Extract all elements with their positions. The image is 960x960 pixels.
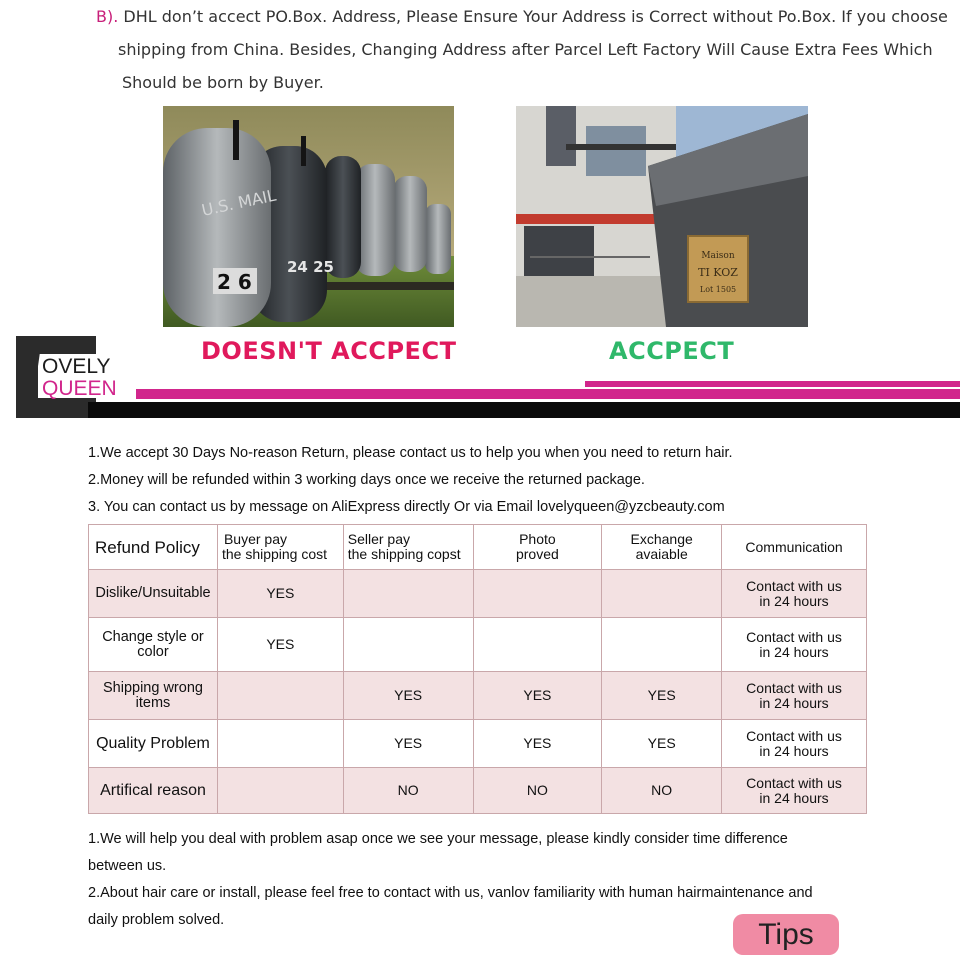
plaque-line-2: TI KOZ xyxy=(698,266,738,279)
address-notice-line-1: B). DHL don’t accect PO.Box. Address, Please Ensure Your Address is Correct without Po.Box. If you choose xyxy=(96,7,948,26)
table-row xyxy=(89,618,867,672)
header-seller-pay: Seller pay the shipping copst xyxy=(343,525,473,570)
cell-seller xyxy=(343,570,473,618)
cell-seller: NO xyxy=(343,768,473,814)
address-notice-line-3: Should be born by Buyer. xyxy=(122,73,324,92)
cell-communication: Contact with us in 24 hours xyxy=(722,618,867,672)
cell-seller: YES xyxy=(343,672,473,720)
row-reason: Shipping wrong items xyxy=(89,672,218,720)
po-box-photo xyxy=(163,106,454,327)
cell-buyer: YES xyxy=(217,570,343,618)
cell-buyer: YES xyxy=(217,618,343,672)
cell-buyer xyxy=(217,720,343,768)
cell-exchange xyxy=(602,618,722,672)
cell-photo: YES xyxy=(473,672,602,720)
refund-policy-table xyxy=(88,524,867,814)
row-reason: Artifical reason xyxy=(89,768,218,814)
cell-exchange: NO xyxy=(602,768,722,814)
row-reason: Quality Problem xyxy=(89,720,218,768)
table-row xyxy=(89,768,867,814)
note-line-2: between us. xyxy=(88,858,167,874)
cell-photo xyxy=(473,570,602,618)
cell-seller: YES xyxy=(343,720,473,768)
header-exchange-available: Exchange avaiable xyxy=(602,525,722,570)
cell-exchange: YES xyxy=(602,672,722,720)
note-line-3: 2.About hair care or install, please feel free to contact with us, vanlov familiarity with human hairmaintenance and xyxy=(88,885,813,901)
table-row xyxy=(89,672,867,720)
intro-item-2: 2.Money will be refunded within 3 working days once we receive the returned package. xyxy=(88,472,645,488)
mailbox-lettering: U.S. MAIL xyxy=(199,185,278,220)
row-reason: Change style or color xyxy=(89,618,218,672)
intro-item-3: 3. You can contact us by message on AliExpress directly Or via Email lovelyqueen@yzcbeauty.com xyxy=(88,499,725,515)
plaque-line-3: Lot 1505 xyxy=(699,285,737,294)
divider-pink xyxy=(136,389,960,399)
mailbox-number-1: 2 6 xyxy=(217,270,252,294)
mailbox-number-2: 24 25 xyxy=(287,258,334,276)
cell-photo: NO xyxy=(473,768,602,814)
cell-communication: Contact with us in 24 hours xyxy=(722,570,867,618)
row-reason: Dislike/Unsuitable xyxy=(89,570,218,618)
doesnt-accept-caption: DOESN'T ACCPECT xyxy=(201,337,457,365)
return-policy-intro xyxy=(88,440,888,521)
address-notice xyxy=(96,0,948,99)
cell-exchange: YES xyxy=(602,720,722,768)
accept-caption: ACCPECT xyxy=(609,337,735,365)
cell-photo: YES xyxy=(473,720,602,768)
header-photo-proved: Photo proved xyxy=(473,525,602,570)
cell-buyer xyxy=(217,768,343,814)
intro-item-1: 1.We accept 30 Days No-reason Return, please contact us to help you when you need to return hair. xyxy=(88,445,733,461)
header-refund-policy: Refund Policy xyxy=(89,525,218,570)
cell-photo xyxy=(473,618,602,672)
table-header-row xyxy=(89,525,867,570)
tips-button[interactable]: Tips xyxy=(733,914,839,955)
logo-text-ovely: OVELY xyxy=(42,355,111,378)
address-notice-line-2: shipping from China. Besides, Changing Address after Parcel Left Factory Will Cause Extra Fees Which xyxy=(118,40,933,59)
lovely-queen-logo xyxy=(38,352,138,400)
header-communication: Communication xyxy=(722,525,867,570)
divider-black xyxy=(88,402,960,418)
cell-communication: Contact with us in 24 hours xyxy=(722,768,867,814)
table-row xyxy=(89,570,867,618)
divider-pink-thin xyxy=(585,381,960,387)
cell-buyer xyxy=(217,672,343,720)
header-buyer-pay: Buyer pay the shipping cost xyxy=(217,525,343,570)
house-address-photo xyxy=(516,106,808,327)
cell-communication: Contact with us in 24 hours xyxy=(722,720,867,768)
note-line-4: daily problem solved. xyxy=(88,912,225,928)
table-row xyxy=(89,720,867,768)
cell-communication: Contact with us in 24 hours xyxy=(722,672,867,720)
notice-label: B). xyxy=(96,7,119,26)
logo-text-queen: QUEEN xyxy=(42,377,117,400)
plaque-line-1: Maison xyxy=(701,251,735,261)
cell-exchange xyxy=(602,570,722,618)
note-line-1: 1.We will help you deal with problem asap once we see your message, please kindly consider time difference xyxy=(88,831,788,847)
cell-seller xyxy=(343,618,473,672)
